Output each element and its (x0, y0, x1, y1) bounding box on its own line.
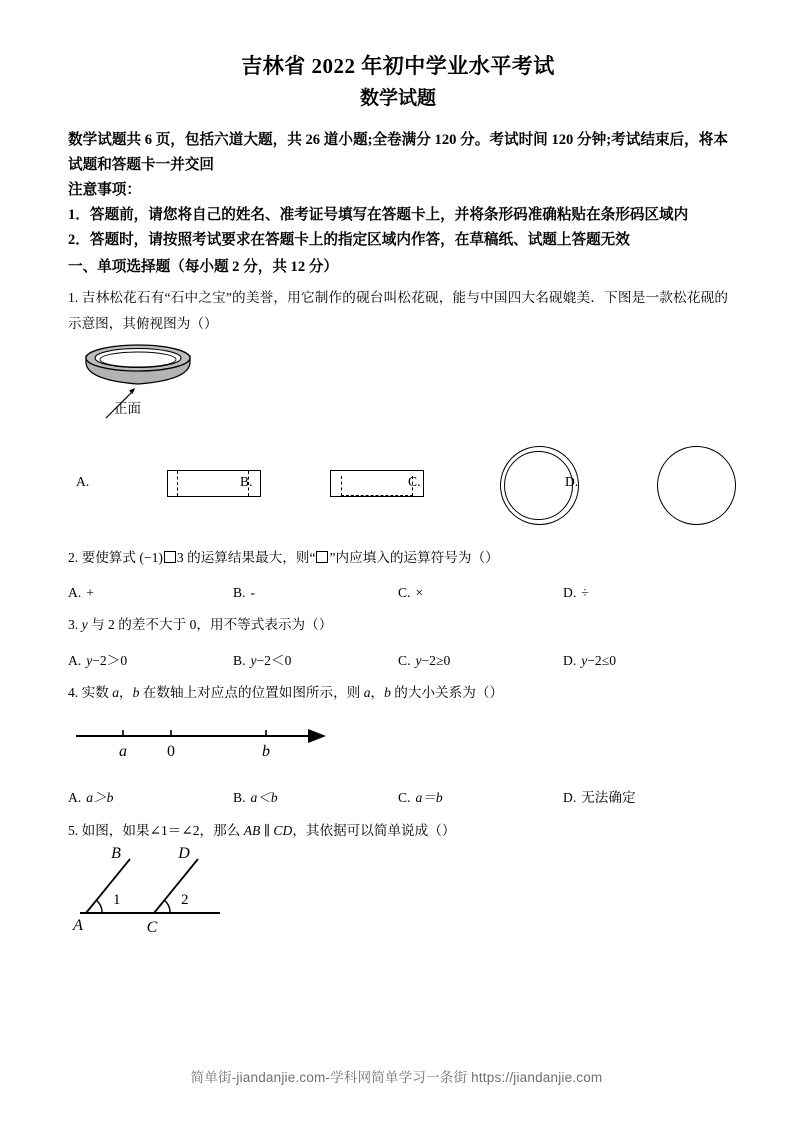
question-1-option-d-label[interactable]: D. (565, 473, 579, 489)
option-label: C. (398, 652, 411, 668)
notice-item-1: 1．答题前，请您将自己的姓名、准考证号填写在答题卡上，并将条形码准确粘贴在条形码区域内 (68, 207, 689, 224)
question-4-option-c[interactable] (398, 784, 563, 811)
question-1-option-a-label[interactable]: A. (76, 473, 90, 489)
operator-box-icon (164, 551, 176, 563)
option-text: −2≤0 (587, 652, 616, 668)
question-4-options (68, 784, 728, 811)
question-3-options (68, 647, 728, 674)
option-variable: y (250, 652, 257, 668)
question-2-option-a[interactable] (68, 579, 233, 606)
page-title: 吉林省 2022 年初中学业水平考试 (241, 54, 555, 78)
question-4-option-a[interactable] (68, 784, 233, 811)
inkstone-front-label: 正面 (114, 400, 141, 416)
notice-item-2: 2．答题时，请按照考试要求在答题卡上的指定区域内作答，在草稿纸、试题上答题无效 (68, 232, 630, 249)
question-5-text-c: ，其依据可以简单说成（ (292, 822, 442, 838)
option-text: + (86, 585, 94, 601)
question-3-stem (68, 612, 728, 639)
option-a-dashed-line-left (177, 471, 178, 496)
geo-angle-2: 2 (181, 892, 189, 909)
question-1-inkstone-figure (68, 342, 728, 430)
option-text: a＜b (250, 790, 278, 806)
notice-heading: 注意事项： (68, 182, 141, 199)
option-label: D. (563, 790, 577, 806)
page-subtitle: 数学试题 (359, 88, 436, 110)
question-4-number: 4. (68, 684, 79, 700)
option-text: −2＜0 (256, 652, 292, 668)
option-label: B. (233, 652, 246, 668)
option-text: × (415, 585, 424, 601)
question-3-option-b[interactable] (233, 647, 398, 674)
option-text: a＝b (415, 790, 443, 806)
question-2-text-c: ”内应填入的运算符号为（ (329, 549, 486, 565)
question-3-number: 3. (68, 617, 79, 633)
question-4-var-a: a (112, 684, 119, 700)
question-1-text: 吉林松花石有“石中之宝”的美誉，用它制作的砚台叫松花砚，能与中国四大名砚媲美．下图是一款松花砚的示意图，其俯视图为（ (68, 289, 728, 332)
question-2-number: 2. (68, 549, 79, 565)
question-4-var-b: b (132, 684, 140, 700)
question-4-answer-blank: ） (489, 684, 505, 700)
question-2-text-b: 3 的运算结果最大，则“ (176, 549, 316, 565)
question-2-options (68, 579, 728, 606)
question-2-option-b[interactable] (233, 579, 398, 606)
question-2-text-a: 要使算式 (−1) (81, 549, 163, 565)
geo-label-b: B (111, 845, 121, 863)
question-2-option-d[interactable] (563, 579, 728, 606)
question-5-answer-blank: ） (441, 822, 457, 838)
option-label: A. (68, 585, 82, 601)
question-3-option-c[interactable] (398, 647, 563, 674)
question-5-segment-ab: AB (243, 822, 261, 838)
question-3-text: 与 2 的差不大于 0，用不等式表示为（ (87, 617, 319, 633)
question-4-text-c: 在数轴上对应点的位置如图所示，则 (139, 684, 364, 700)
question-3-variable: y (81, 617, 88, 633)
option-variable: y (86, 652, 93, 668)
question-4-text-e: 的大小关系为（ (390, 684, 490, 700)
question-2-option-c[interactable] (398, 579, 563, 606)
option-label: B. (233, 585, 246, 601)
question-1-number: 1. (68, 289, 79, 305)
question-4-text-d: ， (370, 684, 385, 700)
question-5-text-a: 如图，如果∠1＝∠2，那么 (81, 822, 244, 838)
option-text: ÷ (581, 585, 589, 601)
section-heading-multiple-choice: 一、单项选择题（每小题 2 分，共 12 分） (68, 259, 338, 276)
exam-info-line: 数学试题共 6 页，包括六道大题，共 26 道小题;全卷满分 120 分。考试时间 120 分钟;考试结束后，将本试题和答题卡一并交回 (68, 131, 728, 174)
option-text: −2＞0 (92, 652, 128, 668)
question-4-var-c: a (363, 684, 371, 700)
number-line-label-b: b (262, 743, 270, 761)
geo-angle-1: 1 (113, 892, 121, 909)
question-5-stem (68, 818, 728, 845)
question-1-stem (68, 285, 728, 338)
option-label: B. (233, 790, 246, 806)
parallel-lines-diagram (68, 846, 298, 938)
question-4-text-b: ， (119, 684, 133, 700)
question-4-number-line-figure (68, 712, 728, 782)
operator-box-icon-quoted (316, 551, 328, 563)
option-b-dashed-u-shape (341, 476, 413, 496)
number-line-label-a: a (119, 743, 127, 761)
question-1-answer-blank: ） (203, 316, 219, 332)
question-1-option-c-label[interactable]: C. (408, 473, 421, 489)
inkstone-diagram (68, 342, 288, 430)
option-text: 无法确定 (581, 790, 636, 806)
option-label: D. (563, 585, 577, 601)
option-label: D. (563, 652, 577, 668)
question-1-option-c-inner-circle (504, 451, 573, 520)
number-line-label-zero: 0 (167, 743, 175, 761)
option-label: C. (398, 585, 411, 601)
question-5-parallel-symbol: ∥ (260, 822, 274, 838)
question-4-stem (68, 680, 728, 707)
question-1-option-d-circle[interactable] (657, 446, 736, 525)
geo-label-c: C (146, 919, 158, 937)
geo-label-a: A (73, 917, 83, 935)
question-3-option-d[interactable] (563, 647, 728, 674)
question-4-option-b[interactable] (233, 784, 398, 811)
question-2-answer-blank: ） (485, 549, 500, 565)
geo-label-d: D (178, 845, 190, 863)
question-4-option-d[interactable] (563, 784, 728, 811)
number-line-diagram (68, 712, 368, 774)
option-variable: y (415, 652, 422, 668)
question-2-stem (68, 545, 728, 572)
question-3-answer-blank: ） (318, 617, 334, 633)
question-4-var-d: b (384, 684, 391, 700)
question-3-option-a[interactable] (68, 647, 233, 674)
option-text: a＞b (86, 790, 114, 806)
question-5-number: 5. (68, 822, 79, 838)
page-content (68, 52, 728, 941)
option-text: −2≥0 (421, 652, 451, 668)
option-variable: y (581, 652, 588, 668)
footer-watermark: 简单街-jiandanjie.com-学科网简单学习一条街 https://jiandanjie.com (190, 1070, 603, 1085)
option-label: A. (68, 652, 82, 668)
option-text: - (250, 585, 255, 601)
question-5-segment-cd: CD (273, 822, 293, 838)
question-5-geometry-figure (68, 846, 728, 941)
question-1-options (68, 440, 728, 545)
option-label: C. (398, 790, 411, 806)
question-1-option-b-label[interactable]: B. (240, 473, 253, 489)
question-4-text-a: 实数 (81, 684, 113, 700)
option-label: A. (68, 790, 82, 806)
